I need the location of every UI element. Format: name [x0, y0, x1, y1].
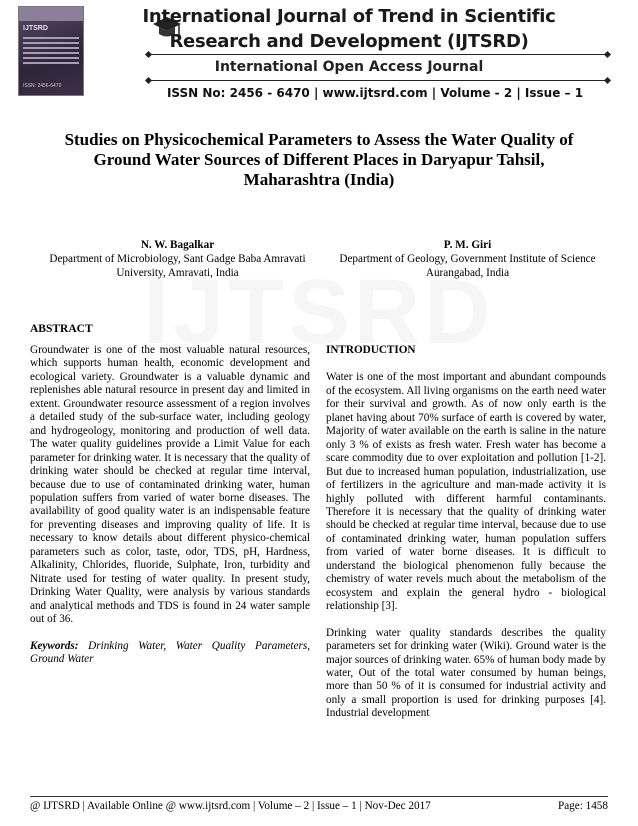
introduction-heading: INTRODUCTION: [326, 344, 416, 356]
keywords-label: Keywords:: [30, 639, 79, 652]
introduction-column: [326, 344, 606, 721]
keywords: [30, 640, 310, 667]
paper-title: Studies on Physicochemical Parameters to Assess the Water Quality of Ground Water Sources of Different Places in Daryapur Tahsil, Maharashtra (India): [64, 130, 574, 189]
introduction-paragraph-2: Drinking water quality standards describes the quality parameters set for drinking water (Wiki). Ground water is the major sources of drinking water. 65% of human body made by water, Out of the total water consumed by human beings, more than 50 % of it is consumed for industrial activity and only a small proportion is used for drinking purposes [4]. Industrial development: [326, 626, 606, 720]
author-affiliation: Department of Geology, Government Institute of Science Aurangabad, India: [339, 253, 596, 279]
author-name: P. M. Giri: [443, 239, 492, 251]
rule-diamond-right: [604, 51, 611, 58]
introduction-paragraph-1: Water is one of the most important and abundant compounds of the ecosystem. All living organisms on the earth need water for their survival and growth. As of now only earth is the planet having about 70% surface of earth is covered by water, Majority of water available on the earth is saline in the nature only 3 % of exists as fresh water. Fresh water has become a scare commodity due to over exploitation and pollution [1-2]. But due to increased human population, industrialization, use of fertilizers in the agriculture and man-made activity it is highly polluted with different harmful contaminants. Therefore it is necessary that the quality of drinking water should be checked at regular time interval, because due to use of contaminated drinking water, human population suffers from varied of water borne diseases. It is difficult to understand the biological phenomenon fully because the chemistry of water revels much about the metabolism of the ecosystem and explain the general hydro - biological relationship [3].: [326, 371, 606, 613]
journal-open-access-line: International Open Access Journal: [214, 59, 484, 75]
footer-text: @ IJTSRD | Available Online @ www.ijtsrd.com | Volume – 2 | Issue – 1 | Nov-Dec 2017: [30, 800, 431, 812]
rule-diamond-left: [145, 51, 152, 58]
page-number: Page: 1458: [557, 800, 608, 812]
page-footer: [30, 796, 608, 812]
journal-name-line2: Research and Development (IJTSRD): [169, 31, 529, 52]
author-block-2: [325, 238, 610, 280]
author-name: N. W. Bagalkar: [140, 239, 215, 251]
abstract-column: [30, 344, 310, 666]
journal-header: [0, 0, 638, 112]
abstract-heading: ABSTRACT: [30, 323, 93, 335]
keywords-text: Drinking Water, Water Quality Parameters, Ground Water: [30, 639, 311, 665]
rule-diamond-left-2: [145, 77, 152, 84]
cover-logo-text: IJTSRD: [23, 25, 48, 32]
cover-issn-text: ISSN: 2456-6470: [23, 83, 62, 89]
issn-volume-line: ISSN No: 2456 - 6470 | www.ijtsrd.com | Volume - 2 | Issue – 1: [166, 86, 584, 100]
header-rule-top: [148, 54, 608, 55]
header-rule-bottom: [148, 80, 608, 81]
journal-name-line1: International Journal of Trend in Scientific: [142, 6, 556, 27]
author-block-1: [40, 238, 315, 280]
author-affiliation: Department of Microbiology, Sant Gadge Baba Amravati University, Amravati, India: [49, 253, 306, 279]
rule-diamond-right-2: [604, 77, 611, 84]
abstract-text: Groundwater is one of the most valuable natural resources, which supports human health, economic development and ecological variety. Groundwater is a valuable dynamic and replenishes able natural resource in present day and limited in extent. Groundwater resource assessment of a region involves a detailed study of the sub-surface water, including geology and hydrogeology, monitoring and production of well data. The water quality guidelines provide a Limit Value for each parameter for drinking water. It is necessary that the quality of drinking water should be checked at regular time interval, because due to use of contaminated drinking water, human population suffers from varied of water borne diseases. The availability of good quality water is an indispensable feature for preventing diseases and improving quality of life. It is necessary to know details about different physico-chemical parameters such as color, taste, odor, TDS, pH, Hardness, Alkalinity, Chlorides, fluoride, Sulphate, Iron, turbidity and Nitrate used for testing of water quality. In present study, Drinking Water Quality, were analysis by various standards and analytical methods and TDS is found in 24 water sample out of 36.: [30, 344, 310, 626]
